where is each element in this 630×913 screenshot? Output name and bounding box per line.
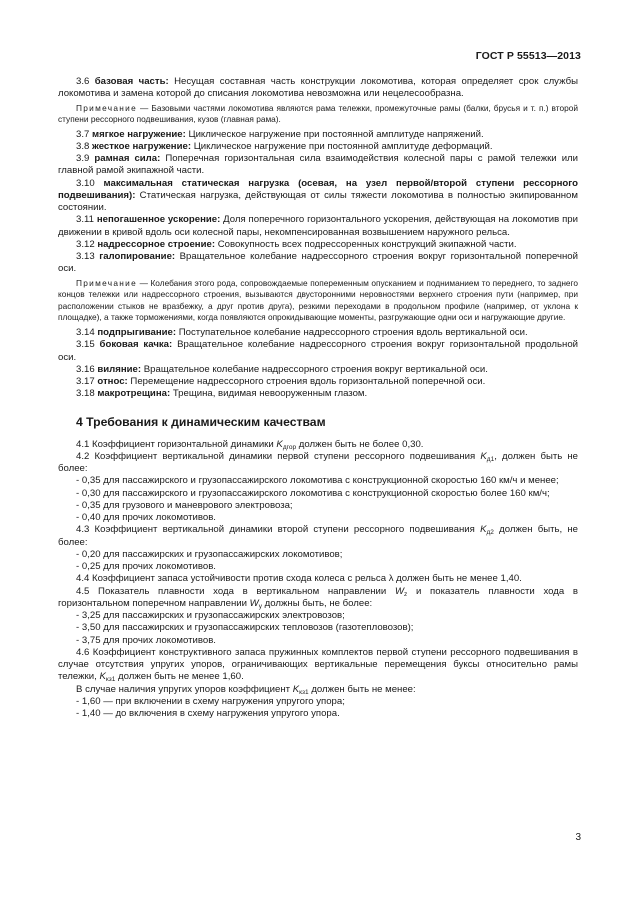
clause-4-3	[58, 524, 578, 549]
clause-text: , должен быть не более:	[58, 450, 579, 475]
def-text: Статическая нагрузка, действующая от силы тяжести локомотива в полностью экипированном состоянии.	[58, 189, 578, 214]
note-2: Примечание — Колебания этого рода, сопровождаемые попеременным опусканием и подниманием то переднего, то заднего концов тележки или надрессорного строения, вызываются двусторонними неровностями верхнего строения пути (например, при расположении стыков не вразбежку, а друг против друга), резкими переходами в продольном профиле (например, от уклона к площадке), а также торможениями, когда появляются опрокидывающие моменты, разгружающие одни оси и нагружающие другие.	[58, 277, 578, 323]
def-term: жесткое нагружение:	[92, 140, 192, 152]
clause-4-1	[58, 439, 578, 451]
coef-symbol: K	[276, 438, 283, 450]
list-item: - 3,50 для пассажирских и грузопассажирских тепловозов (газотепловозов);	[76, 622, 414, 634]
list-item: - 3,75 для прочих локомотивов.	[76, 634, 216, 646]
list-item: - 0,20 для пассажирских и грузопассажирских локомотивов;	[76, 548, 343, 560]
def-term: виляние:	[97, 363, 142, 375]
def-term: галопирование:	[99, 251, 176, 263]
list-4-2	[58, 475, 578, 524]
def-term: базовая часть:	[94, 76, 169, 87]
def-text: Циклическое нагружение при постоянной амплитуде напряжений.	[188, 128, 484, 140]
note-label: Примечание	[76, 102, 138, 113]
definition-3-9	[58, 153, 578, 178]
coef-symbol: K	[292, 683, 300, 695]
clause-text: должен быть, не более:	[58, 524, 579, 548]
clause-4-2	[58, 451, 578, 476]
list-4-6	[58, 696, 578, 721]
coef-subscript: y	[258, 602, 262, 610]
definition-3-15	[58, 339, 578, 364]
list-item: - 0,35 для пассажирского и грузопассажирского локомотива с конструкционной скоростью 160 км/ч и менее;	[76, 475, 559, 487]
def-num: 3.17	[76, 376, 95, 388]
note-1: Примечание — Базовыми частями локомотива являются рама тележки, промежуточные рамы (балки, брусья и т. п.) второй ступени рессорного подвешивания, кузов (главная рама).	[58, 102, 578, 125]
coef-symbol: W	[394, 585, 404, 597]
coef-subscript: дгор	[282, 443, 297, 451]
clause-text: 4.2 Коэффициент вертикальной динамики первой ступени рессорного подвешивания	[76, 450, 476, 462]
note-text: Колебания этого рода, сопровождаемые попеременным опусканием и подниманием то переднего, то заднего концов тележки или надрессорного строения, вызываются двусторонними неровностями верхнего строения пути (например, при расположении стыков не вразбежку, а друг против друга), резкими переходами в продольном профиле (например, от уклона к площадке), а также торможениями, когда появляются опрокидывающие моменты, разгружающие одни оси и нагружающие другие.	[58, 277, 578, 323]
section-4-heading: 4 Требования к динамическим качествам	[76, 414, 326, 429]
def-text: Перемещение надрессорного строения вдоль горизонтальной поперечной оси.	[130, 376, 486, 388]
list-item: - 0,25 для прочих локомотивов.	[76, 561, 216, 573]
clause-4-4: 4.4 Коэффициент запаса устойчивости против схода колеса с рельса λ должен быть не менее 1,40.	[76, 573, 522, 585]
clause-4-5	[58, 586, 578, 611]
standard-header: ГОСТ Р 55513—2013	[475, 50, 581, 62]
definition-3-12	[58, 239, 578, 251]
def-text: Совокупность всех подрессоренных конструкций экипажной части.	[217, 238, 517, 250]
def-num: 3.12	[76, 238, 95, 250]
definition-3-13	[58, 251, 578, 276]
def-term: относ:	[97, 376, 128, 388]
def-num: 3.8	[76, 140, 90, 152]
def-text: Поперечная горизонтальная сила взаимодействия колесной пары с рамой тележки или главной рамой экипажной части.	[58, 153, 579, 177]
clause-text: 4.6 Коэффициент конструктивного запаса пружинных комплектов первой ступени рессорного подвешивания в случае отсутствия упругих упоров, ограничивающих вертикальные перемещения буксы относительно рамы тележки,	[58, 646, 578, 683]
def-term: надрессорное строение:	[97, 238, 216, 250]
def-text: Циклическое нагружение при постоянной амплитуде деформаций.	[193, 140, 493, 152]
list-item: - 3,25 для пассажирских и грузопассажирских электровозов;	[76, 610, 345, 622]
clause-text: 4.3 Коэффициент вертикальной динамики второй ступени рессорного подвешивания	[76, 524, 475, 536]
def-term: мягкое нагружение:	[92, 128, 186, 140]
def-num: 3.13	[76, 251, 95, 263]
def-term: рамная сила:	[94, 153, 161, 165]
definition-3-18	[58, 388, 578, 400]
list-4-3	[58, 549, 578, 574]
note-text: Базовыми частями локомотива являются рама тележки, промежуточные рамы (балки, брусья и т. п.) второй ступени рессорного подвешивания, кузов (главная рама).	[58, 102, 578, 125]
coef-subscript: кз1	[299, 688, 309, 696]
definition-3-8	[58, 141, 578, 153]
def-text: Доля поперечного горизонтального ускорения, действующая на локомотив при движении в кривой вдоль оси колесной пары, некомпенсированная возвышением наружного рельса.	[58, 214, 578, 238]
def-text: Вращательное колебание надрессорного строения вокруг вертикальной оси.	[143, 363, 488, 375]
def-num: 3.16	[76, 363, 95, 375]
clause-text: должен быть не более 0,30.	[298, 438, 424, 450]
list-item: - 0,40 для прочих локомотивов.	[76, 512, 216, 524]
def-num: 3.14	[76, 327, 95, 339]
list-item: - 1,60 — при включении в схему нагружения упругого упора;	[76, 695, 345, 707]
def-text: Несущая составная часть конструкции локомотива, которая определяет срок службы локомотива и замена которой до списания локомотива невозможна или нецелесообразна.	[58, 76, 579, 100]
def-num: 3.11	[76, 214, 94, 226]
clause-4-6	[58, 647, 578, 684]
def-num: 3.6	[76, 76, 90, 87]
definition-3-17	[58, 376, 578, 388]
coef-symbol: K	[480, 524, 487, 536]
def-text: Поступательное колебание надрессорного строения вдоль вертикальной оси.	[178, 327, 528, 339]
def-num: 3.7	[76, 128, 90, 140]
definition-3-16	[58, 364, 578, 376]
def-term: макротрещина:	[97, 388, 171, 400]
clause-text: В случае наличия упругих упоров коэффициент	[76, 683, 291, 695]
def-num: 3.18	[76, 388, 95, 400]
coef-subscript: д2	[486, 529, 494, 537]
clause-text: 4.1 Коэффициент горизонтальной динамики	[76, 438, 274, 450]
page-content	[58, 76, 578, 720]
clause-text: 4.5 Показатель плавности хода в вертикальном направлении	[76, 585, 387, 597]
definition-3-6	[58, 76, 578, 101]
coef-symbol: K	[99, 671, 106, 683]
page-number: 3	[575, 832, 581, 843]
def-text: Трещина, видимая невооруженным глазом.	[172, 388, 368, 400]
clause-text: и показатель плавности хода в горизонтальном поперечном направлении	[58, 585, 578, 609]
def-num: 3.10	[76, 177, 95, 189]
definition-3-11	[58, 214, 578, 239]
def-num: 3.9	[76, 153, 90, 165]
note-label: Примечание	[76, 277, 138, 288]
def-num: 3.15	[76, 339, 95, 351]
definition-3-10	[58, 178, 578, 215]
definition-3-14	[58, 327, 578, 339]
clause-text: должен быть не менее:	[311, 683, 416, 695]
list-item: - 1,40 — до включения в схему нагружения упругого упора.	[76, 708, 340, 720]
def-text: Вращательное колебание надрессорного строения вокруг горизонтальной продольной оси.	[58, 339, 579, 363]
list-4-5	[58, 610, 578, 647]
list-item: - 0,30 для пассажирского и грузопассажирского локомотива с конструкционной скоростью более 160 км/ч;	[76, 487, 550, 499]
clause-text: должен быть не менее 1,60.	[118, 671, 244, 683]
coef-subscript: кз1	[105, 676, 116, 684]
def-term: боковая качка:	[99, 339, 173, 351]
definition-3-7	[58, 129, 578, 141]
coef-subscript: z	[404, 590, 408, 598]
clause-text: должны быть, не более:	[264, 597, 373, 609]
def-term: максимальная статическая нагрузка (осевая, на узел первой/второй ступени рессорного подвешивания):	[58, 177, 578, 201]
def-text: Вращательное колебание надрессорного строения вокруг горизонтальной поперечной оси.	[58, 251, 578, 275]
clause-4-6-elastic	[58, 684, 578, 696]
coef-symbol: K	[480, 450, 487, 462]
list-item: - 0,35 для грузового и маневрового электровоза;	[76, 499, 293, 511]
def-term: подпрыгивание:	[97, 327, 177, 339]
def-term: непогашенное ускорение:	[96, 214, 221, 226]
coef-subscript: д1	[486, 455, 495, 463]
coef-symbol: W	[249, 597, 259, 609]
